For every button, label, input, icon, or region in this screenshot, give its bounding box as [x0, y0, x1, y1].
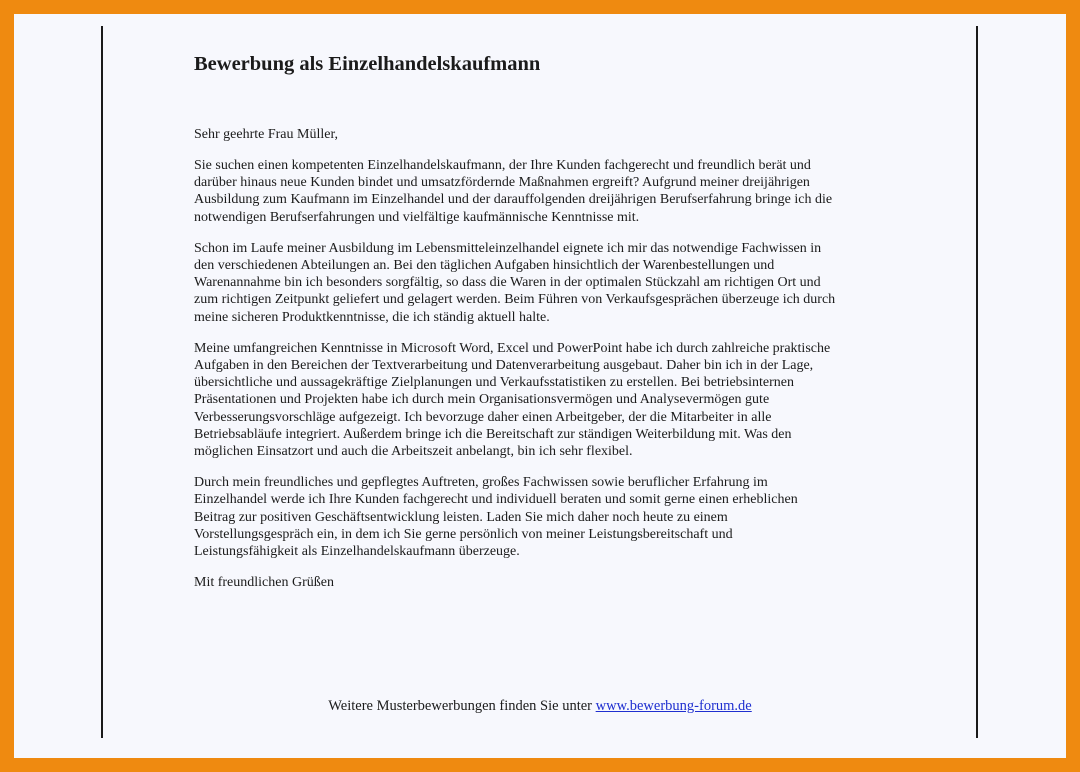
- paragraph-line: Vorstellungsgespräch ein, in dem ich Sie gerne persönlich von meiner Leistungsbereitschaft und: [194, 526, 733, 542]
- letter-title: Bewerbung als Einzelhandelskaufmann: [194, 53, 541, 75]
- paragraph-line: zum richtigen Zeitpunkt geliefert und gelagert werden. Beim Führen von Verkaufsgesprächen überzeuge ich durch: [194, 292, 836, 308]
- paragraph-2: [194, 240, 894, 326]
- paragraph-line: Aufgaben in den Bereichen der Textverarbeitung und Datenverarbeitung ausgebaut. Daher bin ich in der Lage,: [194, 358, 814, 374]
- paragraph-line: Betriebsabläufe integriert. Außerdem bringe ich die Bereitschaft zur ständigen Weiterbildung mit. Was den: [194, 426, 792, 442]
- paragraph-1: [194, 157, 894, 226]
- paragraph-line: Durch mein freundliches und gepflegtes Auftreten, großes Fachwissen sowie beruflicher Erfahrung im: [194, 475, 768, 491]
- paragraph-line: Einzelhandel werde ich Ihre Kunden fachgerecht und individuell beraten und somit gerne einen erheblichen: [194, 492, 798, 508]
- paragraph-line: Ausbildung zum Kaufmann im Einzelhandel und der darauffolgenden dreijährigen Berufserfahrung bringe ich die: [194, 192, 833, 208]
- right-margin-rule: [976, 26, 978, 738]
- footer-link[interactable]: www.bewerbung-forum.de: [595, 698, 752, 714]
- paragraph-line: Leistungsfähigkeit als Einzelhandelskaufmann überzeuge.: [194, 544, 520, 560]
- paragraph-4: [194, 474, 894, 560]
- paragraph-line: notwendigen Berufserfahrungen und vielfältige kaufmännische Kenntnisse mit.: [194, 209, 640, 225]
- paragraph-line: möglichen Einsatzort und auch die Arbeitszeit anbelangt, bin ich sehr flexibel.: [194, 444, 633, 460]
- document-page: [14, 14, 1066, 758]
- paragraph-line: Beitrag zur positiven Geschäftsentwicklung leisten. Laden Sie mich daher noch heute zu einem: [194, 509, 728, 525]
- paragraph-3: [194, 340, 894, 460]
- letter-body: [194, 52, 894, 591]
- closing-phrase: Mit freundlichen Grüßen: [194, 575, 334, 591]
- paragraph-line: Warenannahme bin ich besonders sorgfältig, so dass die Waren in der optimalen Stückzahl am richtigen Ort und: [194, 275, 821, 291]
- paragraph-line: Verbesserungsvorschläge aufgezeigt. Ich bevorzuge daher einen Arbeitgeber, der die Mitarbeiter in alle: [194, 409, 772, 425]
- paragraph-line: meine sicheren Produktkenntnisse, die ich ständig aktuell halte.: [194, 309, 550, 325]
- paragraph-line: Präsentationen und Projekten habe ich durch mein Organisationsvermögen und Analysevermögen gute: [194, 392, 770, 408]
- footer: [14, 697, 1066, 715]
- paragraph-line: Meine umfangreichen Kenntnisse in Microsoft Word, Excel und PowerPoint habe ich durch zahlreiche praktische: [194, 340, 831, 356]
- paragraph-line: Schon im Laufe meiner Ausbildung im Lebensmitteleinzelhandel eignete ich mir das notwendige Fachwissen in: [194, 240, 822, 256]
- paragraph-line: übersichtliche und aussagekräftige Zielplanungen und Verkaufsstatistiken zu erstellen. Bei betriebsinternen: [194, 375, 794, 391]
- left-margin-rule: [101, 26, 103, 738]
- footer-text: Weitere Musterbewerbungen finden Sie unter: [328, 698, 596, 714]
- paragraph-line: darüber hinaus neue Kunden bindet und umsatzfördernde Maßnahmen ergreift? Aufgrund meiner dreijährigen: [194, 175, 810, 191]
- salutation: Sehr geehrte Frau Müller,: [194, 127, 339, 142]
- paragraph-line: den verschiedenen Abteilungen an. Bei den täglichen Aufgaben hinsichtlich der Warenbestellungen und: [194, 258, 775, 274]
- paragraph-line: Sie suchen einen kompetenten Einzelhandelskaufmann, der Ihre Kunden fachgerecht und freundlich berät und: [194, 158, 811, 173]
